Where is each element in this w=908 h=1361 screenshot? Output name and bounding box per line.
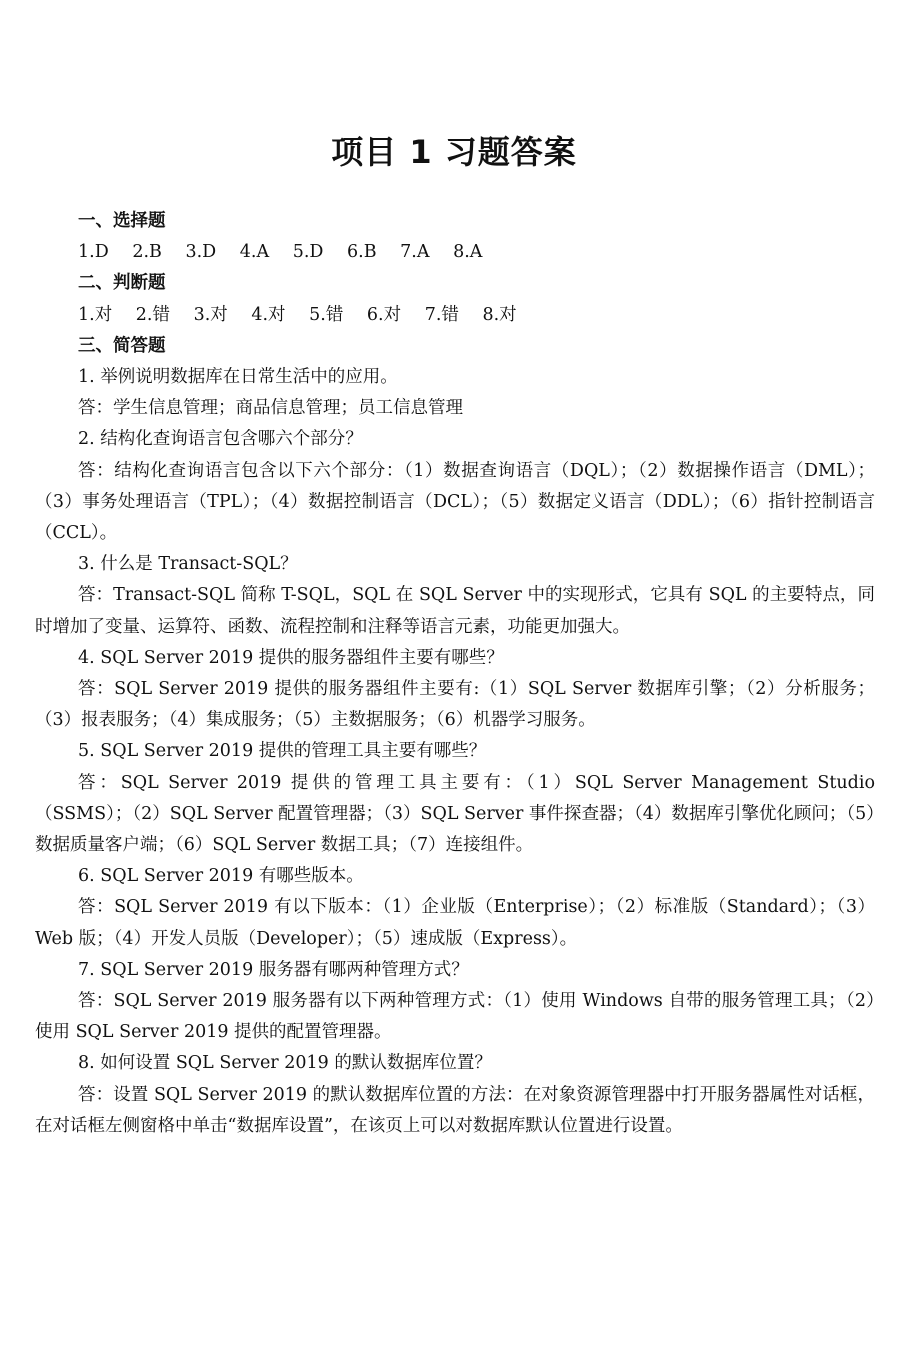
choice-answer: 3.D [185,242,217,263]
judge-answer: 2.错 [135,304,170,325]
question-5: 5. SQL Server 2019 提供的管理工具主要有哪些？ [78,741,487,762]
judge-answer: 5.错 [309,304,344,325]
question-4: 4. SQL Server 2019 提供的服务器组件主要有哪些？ [78,647,504,668]
page-title: 项目 1 习题答案 [331,133,577,171]
answer-4: 答：SQL Server 2019 提供的服务器组件主要有:（1）SQL Server 数据库引擎；（2）分析服务；（3）报表服务；（4）集成服务；（5）主数据服务；（6）机器学习服务。 [35,679,875,731]
judge-answer: 6.对 [366,304,402,325]
judge-answer: 3.对 [193,304,228,325]
judge-answer: 1.对 [78,304,113,325]
question-1: 1. 举例说明数据库在日常生活中的应用。 [78,367,398,388]
choice-answer: 1.D [78,242,109,263]
choice-answer: 8.A [453,242,483,263]
judge-answer: 8.对 [482,304,517,325]
answer-6: 答：SQL Server 2019 有以下版本：（1）企业版（Enterprise）；（2）标准版（Standard）；（3）Web 版；（4）开发人员版（Developer）；（5）速成版（Express）。 [35,897,875,949]
answer-8: 答：设置 SQL Server 2019 的默认数据库位置的方法：在对象资源管理器中打开服务器属性对话框，在对话框左侧窗格中单击“数据库设置”，在该页上可以对数据库默认位置进行设置。 [35,1084,875,1136]
answer-3: 答：Transact-SQL 简称 T-SQL，SQL 在 SQL Server 中的实现形式，它具有 SQL 的主要特点，同时增加了变量、运算符、函数、流程控制和注释等语言元素，功能更加强大。 [35,585,875,637]
answer-1: 答：学生信息管理；商品信息管理；员工信息管理 [78,398,463,419]
choice-answer: 5.D [292,242,324,263]
document-body [35,206,875,1142]
choice-answer: 6.B [347,242,377,263]
section-heading-judge: 二、判断题 [78,273,166,294]
question-2: 2. 结构化查询语言包含哪六个部分？ [78,429,363,450]
choice-answer: 4.A [239,242,270,263]
section-heading-choice: 一、选择题 [78,211,166,231]
choice-answers [35,237,875,268]
choice-answer: 2.B [132,242,162,263]
question-7: 7. SQL Server 2019 服务器有哪两种管理方式？ [78,959,469,980]
question-3: 3. 什么是 Transact-SQL？ [78,554,298,575]
judge-answer: 4.对 [251,304,286,325]
section-heading-short: 三、简答题 [78,335,166,356]
answer-7: 答：SQL Server 2019 服务器有以下两种管理方式：（1）使用 Windows 自带的服务管理工具；（2）使用 SQL Server 2019 提供的配置管理器。 [35,991,875,1043]
judge-answer: 7.错 [424,304,459,325]
answer-2: 答：结构化查询语言包含以下六个部分：（1）数据查询语言（DQL）；（2）数据操作语言（DML）；（3）事务处理语言（TPL）；（4）数据控制语言（DCL）；（5）数据定义语言（DDL）；（6）指针控制语言（CCL）。 [35,460,875,544]
answer-5: 答：SQL Server 2019 提供的管理工具主要有：（1）SQL Server Management Studio（SSMS）；（2）SQL Server 配置管理器；（3）SQL Server 事件探查器；（4）数据库引擎优化顾问；（5）数据质量客户端；（6）SQL Server 数据工具；（7）连接组件。 [35,772,875,856]
question-6: 6. SQL Server 2019 有哪些版本。 [78,866,364,887]
question-8: 8. 如何设置 SQL Server 2019 的默认数据库位置？ [78,1053,492,1074]
judge-answers [35,300,875,331]
choice-answer: 7.A [400,242,430,263]
